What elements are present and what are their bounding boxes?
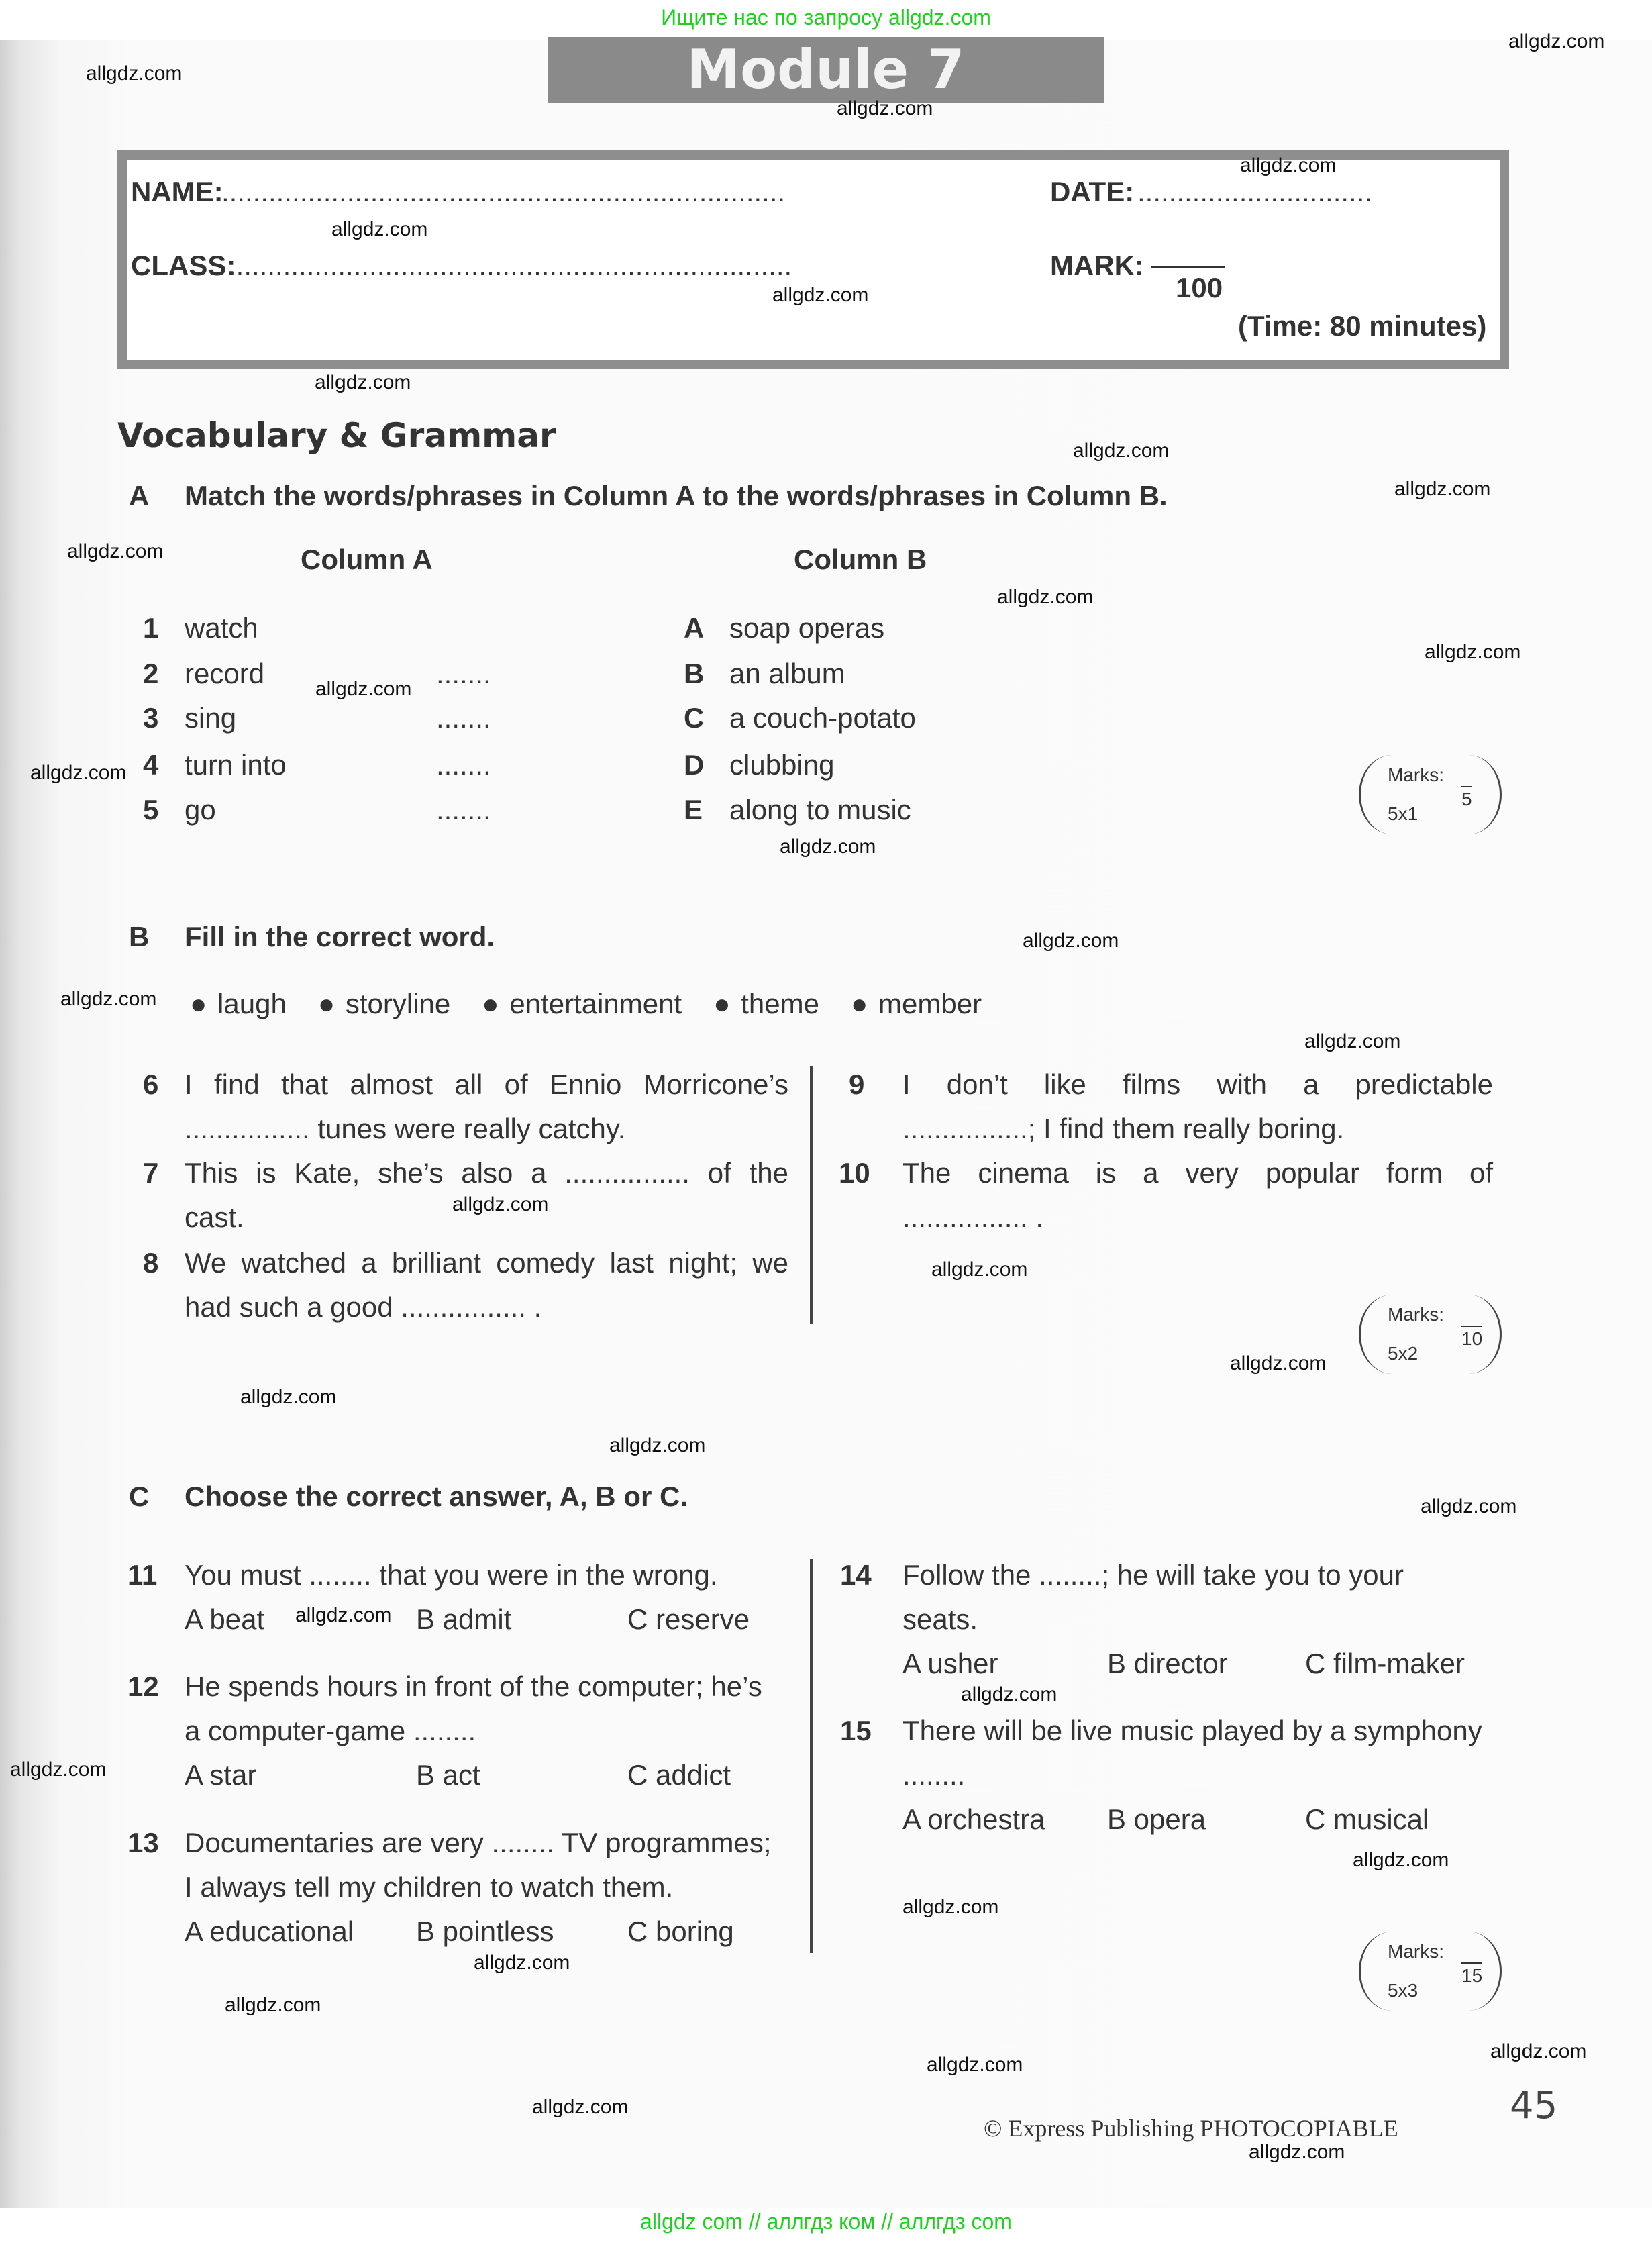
watermark: allgdz.com (30, 762, 127, 784)
column-divider (810, 1066, 813, 1324)
time-limit: (Time: 80 minutes) (1238, 310, 1487, 342)
watermark: allgdz.com (1230, 1352, 1327, 1375)
question-number: 9 (849, 1068, 865, 1100)
section-a-instruction: Match the words/phrases in Column A to the words/phrases in Column B. (185, 480, 1168, 511)
watermark: allgdz.com (1394, 478, 1491, 500)
match-letter: A (684, 612, 705, 644)
section-title: Vocabulary & Grammar (117, 416, 556, 455)
question-text: You must ........ that you were in the wrong. (185, 1559, 718, 1591)
answer-option[interactable]: B act (416, 1759, 480, 1791)
match-answer-blank[interactable]: ....... (436, 749, 491, 781)
match-answer-blank[interactable]: ....... (436, 702, 491, 734)
bullet: ● (713, 988, 731, 1019)
match-option: soap operas (729, 612, 885, 644)
marks-box-b (1359, 1295, 1502, 1374)
answer-option[interactable]: A usher (902, 1648, 998, 1679)
name-label: NAME: (131, 176, 223, 207)
word-bank-item: laugh (217, 988, 287, 1019)
match-letter: B (684, 658, 705, 689)
watermark: allgdz.com (1353, 1849, 1449, 1871)
mark-line (1151, 266, 1225, 268)
answer-option[interactable]: C musical (1305, 1803, 1429, 1835)
question-text: ........ (902, 1759, 966, 1791)
bullet: ● (317, 988, 335, 1019)
name-field[interactable]: ........................................................................ (221, 176, 786, 207)
match-word: sing (185, 702, 237, 734)
match-number: 1 (143, 612, 159, 644)
bullet: ● (482, 988, 499, 1019)
match-word: watch (185, 612, 258, 644)
watermark: allgdz.com (532, 2096, 629, 2118)
question-number: 11 (127, 1559, 158, 1591)
date-label: DATE: (1050, 176, 1135, 207)
date-field[interactable]: .............................. (1137, 176, 1373, 207)
column-divider (810, 1559, 813, 1953)
class-label: CLASS: (131, 250, 236, 281)
watermark: allgdz.com (772, 284, 869, 306)
match-option: clubbing (729, 749, 835, 781)
match-number: 4 (143, 749, 159, 781)
answer-option[interactable]: C boring (627, 1915, 734, 1947)
column-b-heading: Column B (794, 544, 927, 575)
match-letter: D (684, 749, 705, 781)
question-number: 7 (143, 1157, 159, 1189)
marks-calc: 5x2 (1388, 1343, 1418, 1364)
match-option: an album (729, 658, 845, 689)
bullet: ● (850, 988, 868, 1019)
watermark: allgdz.com (1490, 2040, 1587, 2062)
question-text: Documentaries are very ........ TV programmes; (185, 1827, 772, 1858)
answer-option[interactable]: A beat (185, 1603, 265, 1635)
marks-calc: 5x1 (1388, 803, 1418, 824)
watermark: allgdz.com (902, 1896, 999, 1918)
match-word: record (185, 658, 265, 689)
marks-total: 10 (1461, 1326, 1482, 1350)
question-text: I don’t like films with a predictable (902, 1068, 1493, 1100)
answer-option[interactable]: B pointless (416, 1915, 554, 1947)
marks-total: 15 (1461, 1962, 1482, 1987)
answer-option[interactable]: C film-maker (1305, 1648, 1465, 1679)
watermark: allgdz.com (331, 218, 428, 240)
question-text: seats. (902, 1603, 978, 1635)
watermark: allgdz.com (1425, 641, 1521, 663)
section-c-instruction: Choose the correct answer, A, B or C. (185, 1481, 688, 1512)
watermark: allgdz.com (837, 97, 933, 119)
watermark: allgdz.com (315, 371, 411, 393)
marks-calc: 5x3 (1388, 1980, 1418, 2001)
match-letter: C (684, 702, 705, 734)
section-b-letter: B (129, 921, 150, 952)
bottom-banner: allgdz com // аллгдз ком // аллгдз com (640, 2209, 1012, 2234)
class-field[interactable]: ........................................................................ (228, 250, 792, 281)
section-c-letter: C (129, 1481, 150, 1512)
match-answer-blank[interactable]: ....... (436, 658, 491, 689)
top-banner: Ищите нас по запросу allgdz.com (661, 5, 991, 30)
watermark: allgdz.com (927, 2054, 1023, 2076)
question-text: I always tell my children to watch them. (185, 1871, 674, 1903)
answer-option[interactable]: B director (1107, 1648, 1228, 1679)
answer-option[interactable]: A orchestra (902, 1803, 1045, 1835)
word-bank-item: theme (741, 988, 819, 1019)
answer-option[interactable]: B opera (1107, 1803, 1206, 1835)
match-word: go (185, 794, 216, 826)
watermark: allgdz.com (997, 586, 1094, 608)
question-text-cont: ................ . (902, 1201, 1044, 1233)
watermark: allgdz.com (452, 1193, 549, 1215)
question-text: The cinema is a very popular form of (902, 1157, 1493, 1189)
marks-label: Marks: (1388, 1304, 1444, 1325)
marks-label: Marks: (1388, 1941, 1444, 1962)
answer-option[interactable]: B admit (416, 1603, 512, 1635)
answer-option[interactable]: C addict (627, 1759, 731, 1791)
watermark: allgdz.com (780, 836, 876, 858)
watermark: allgdz.com (1023, 930, 1119, 952)
module-title: Module 7 (548, 37, 1104, 103)
section-b-instruction: Fill in the correct word. (185, 921, 495, 952)
watermark: allgdz.com (1304, 1030, 1401, 1052)
question-text-cont: cast. (185, 1201, 244, 1233)
answer-option[interactable]: C reserve (627, 1603, 750, 1635)
section-a-letter: A (129, 480, 150, 511)
question-number: 15 (840, 1715, 872, 1746)
watermark: allgdz.com (1240, 154, 1337, 177)
question-number: 10 (839, 1157, 870, 1189)
question-text-cont: ................; I find them really boring. (902, 1113, 1345, 1144)
question-text: We watched a brilliant comedy last night; we (185, 1247, 788, 1279)
question-number: 14 (840, 1559, 872, 1591)
question-number: 6 (143, 1068, 159, 1100)
watermark: allgdz.com (474, 1952, 570, 1974)
question-number: 13 (127, 1827, 159, 1858)
watermark: allgdz.com (225, 1994, 321, 2016)
watermark: allgdz.com (240, 1386, 337, 1408)
marks-label: Marks: (1388, 764, 1444, 785)
marks-box-a (1359, 755, 1502, 834)
question-text: a computer-game ........ (185, 1715, 476, 1746)
question-text: He spends hours in front of the computer; he’s (185, 1670, 762, 1702)
question-text: Follow the ........; he will take you to your (902, 1559, 1404, 1591)
mark-total: 100 (1176, 272, 1223, 303)
column-a-heading: Column A (301, 544, 433, 575)
match-number: 2 (143, 658, 159, 689)
watermark: allgdz.com (10, 1758, 107, 1781)
match-word: turn into (185, 749, 287, 781)
marks-box-c (1359, 1932, 1502, 2011)
mark-label: MARK: (1050, 250, 1144, 281)
word-bank-item: entertainment (509, 988, 682, 1019)
answer-option[interactable]: A educational (185, 1915, 354, 1947)
match-option: along to music (729, 794, 911, 826)
match-letter: E (684, 794, 703, 826)
watermark: allgdz.com (1249, 2141, 1345, 2163)
watermark: allgdz.com (609, 1434, 706, 1456)
question-text-cont: had such a good ................ . (185, 1291, 542, 1323)
watermark: allgdz.com (931, 1258, 1028, 1281)
watermark: allgdz.com (315, 678, 412, 700)
bullet: ● (190, 988, 207, 1019)
watermark: allgdz.com (1508, 30, 1605, 52)
match-answer-blank[interactable]: ....... (436, 794, 491, 826)
watermark: allgdz.com (1073, 440, 1170, 462)
watermark: allgdz.com (67, 540, 164, 562)
match-number: 3 (143, 702, 159, 734)
word-bank (190, 988, 982, 1020)
marks-total: 5 (1461, 786, 1472, 810)
watermark: allgdz.com (295, 1604, 392, 1626)
question-number: 12 (127, 1670, 159, 1702)
question-text: This is Kate, she’s also a ................ of the (185, 1157, 788, 1189)
question-text: I find that almost all of Ennio Morricone’s (185, 1068, 788, 1100)
watermark: allgdz.com (60, 988, 157, 1010)
match-number: 5 (143, 794, 159, 826)
watermark: allgdz.com (86, 62, 183, 85)
match-option: a couch-potato (729, 702, 916, 734)
watermark: allgdz.com (1421, 1495, 1517, 1517)
page-number: 45 (1510, 2084, 1558, 2128)
copyright: © Express Publishing PHOTOCOPIABLE (984, 2115, 1398, 2142)
question-text-cont: ................ tunes were really catchy. (185, 1113, 626, 1144)
watermark: allgdz.com (961, 1683, 1057, 1705)
word-bank-item: member (878, 988, 982, 1019)
word-bank-item: storyline (345, 988, 451, 1019)
question-number: 8 (143, 1247, 159, 1279)
answer-option[interactable]: A star (185, 1759, 257, 1791)
question-text: There will be live music played by a symphony (902, 1715, 1482, 1746)
